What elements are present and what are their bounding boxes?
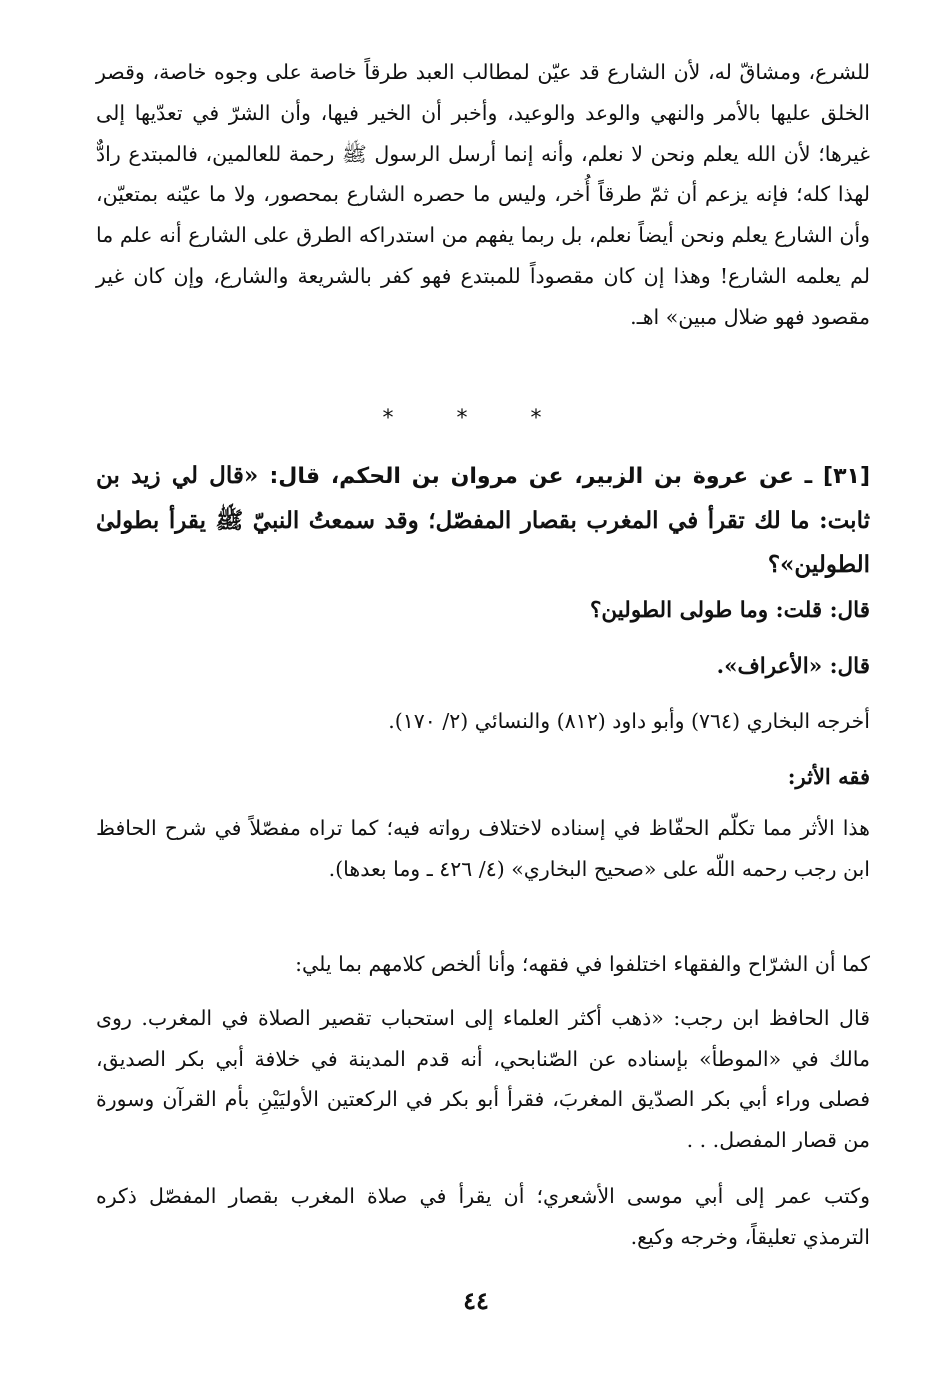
fiqh-heading: فقه الأثر: [787,764,870,789]
answer-line: قال: «الأعراف». [716,654,870,679]
takhrij-line: أخرجه البخاري (٧٦٤) وأبو داود (٨١٢) والنسائي (٢/ ١٧٠). [388,709,870,733]
paragraph-a: هذا الأثر مما تكلّم الحفّاظ في إسناده لاختلاف رواته فيه؛ كما تراه مفصّلاً في شرح الحافظ ابن رجب رحمه اللّه على «صحيح البخاري» (٤/ ٤٢٦ ـ وما بعدها). [96,816,870,881]
hadith-text: «قال لي زيد بن ثابت: ما لك تقرأ في المغرب بقصار المفصّل؛ وقد سمعتُ النبيّ ﷺ يقرأ بطولىٰ الطولين»؟ [96,462,870,578]
paragraph-d: وكتب عمر إلى أبي موسى الأشعري؛ أن يقرأ في صلاة المغرب بقصار المفصّل ذكره الترمذي تعليقاً، وخرجه وكيع. [96,1184,870,1249]
hadith-block [96,454,870,587]
page-number: ٤٤ [463,1286,489,1315]
paragraph-continuation: للشرع، ومشاقّ له، لأن الشارع قد عيّن لمطالب العبد طرقاً خاصة على وجوه خاصة، وقصر الخلق عليها بالأمر والنهي والوعد والوعيد، وأخبر أن الخير فيها، وأن الشرّ في تعدّيها إلى غيرها؛ لأن الله يعلم ونحن لا نعلم، وأنه إنما أرسل الرسول ﷺ رحمة للعالمين، فالمبتدع رادٌّ لهذا كله؛ فإنه يزعم أن ثمّ طرقاً أُخر، وليس ما حصره الشارع بمحصور، ولا ما عيّنه بمتعيّن، وأن الشارع يعلم ونحن أيضاً نعلم، بل ربما يفهم من استدراكه الطرق على الشارع أنه علم ما لم يعلمه الشارع! وهذا إن كان مقصوداً للمبتدع فهو كفر بالشريعة والشارع، وإن كان غير مقصود فهو ضلال مبين» اهـ. [96,60,870,329]
paragraph-b: كما أن الشرّاح والفقهاء اختلفوا في فقهه؛ وأنا ألخص كلامهم بما يلي: [295,952,870,976]
section-separator: * * * [382,406,570,431]
paragraph-c: قال الحافظ ابن رجب: «ذهب أكثر العلماء إلى استحباب تقصير الصلاة في المغرب. روى مالك في «الموطأ» بإسناده عن الصّنابحي، أنه قدم المدينة في خلافة أبي بكر الصديق، فصلى وراء أبي بكر الصدّيق المغربَ، فقرأ أبو بكر في الركعتين الأوليَيْنِ بأم القرآن وسورة من قصار المفصل. . . [96,1006,870,1152]
question-line: قال: قلت: وما طولى الطولين؟ [590,598,870,623]
hadith-narration: [٣١] ـ عن عروة بن الزبير، عن مروان بن الحكم، قال: [269,464,871,489]
